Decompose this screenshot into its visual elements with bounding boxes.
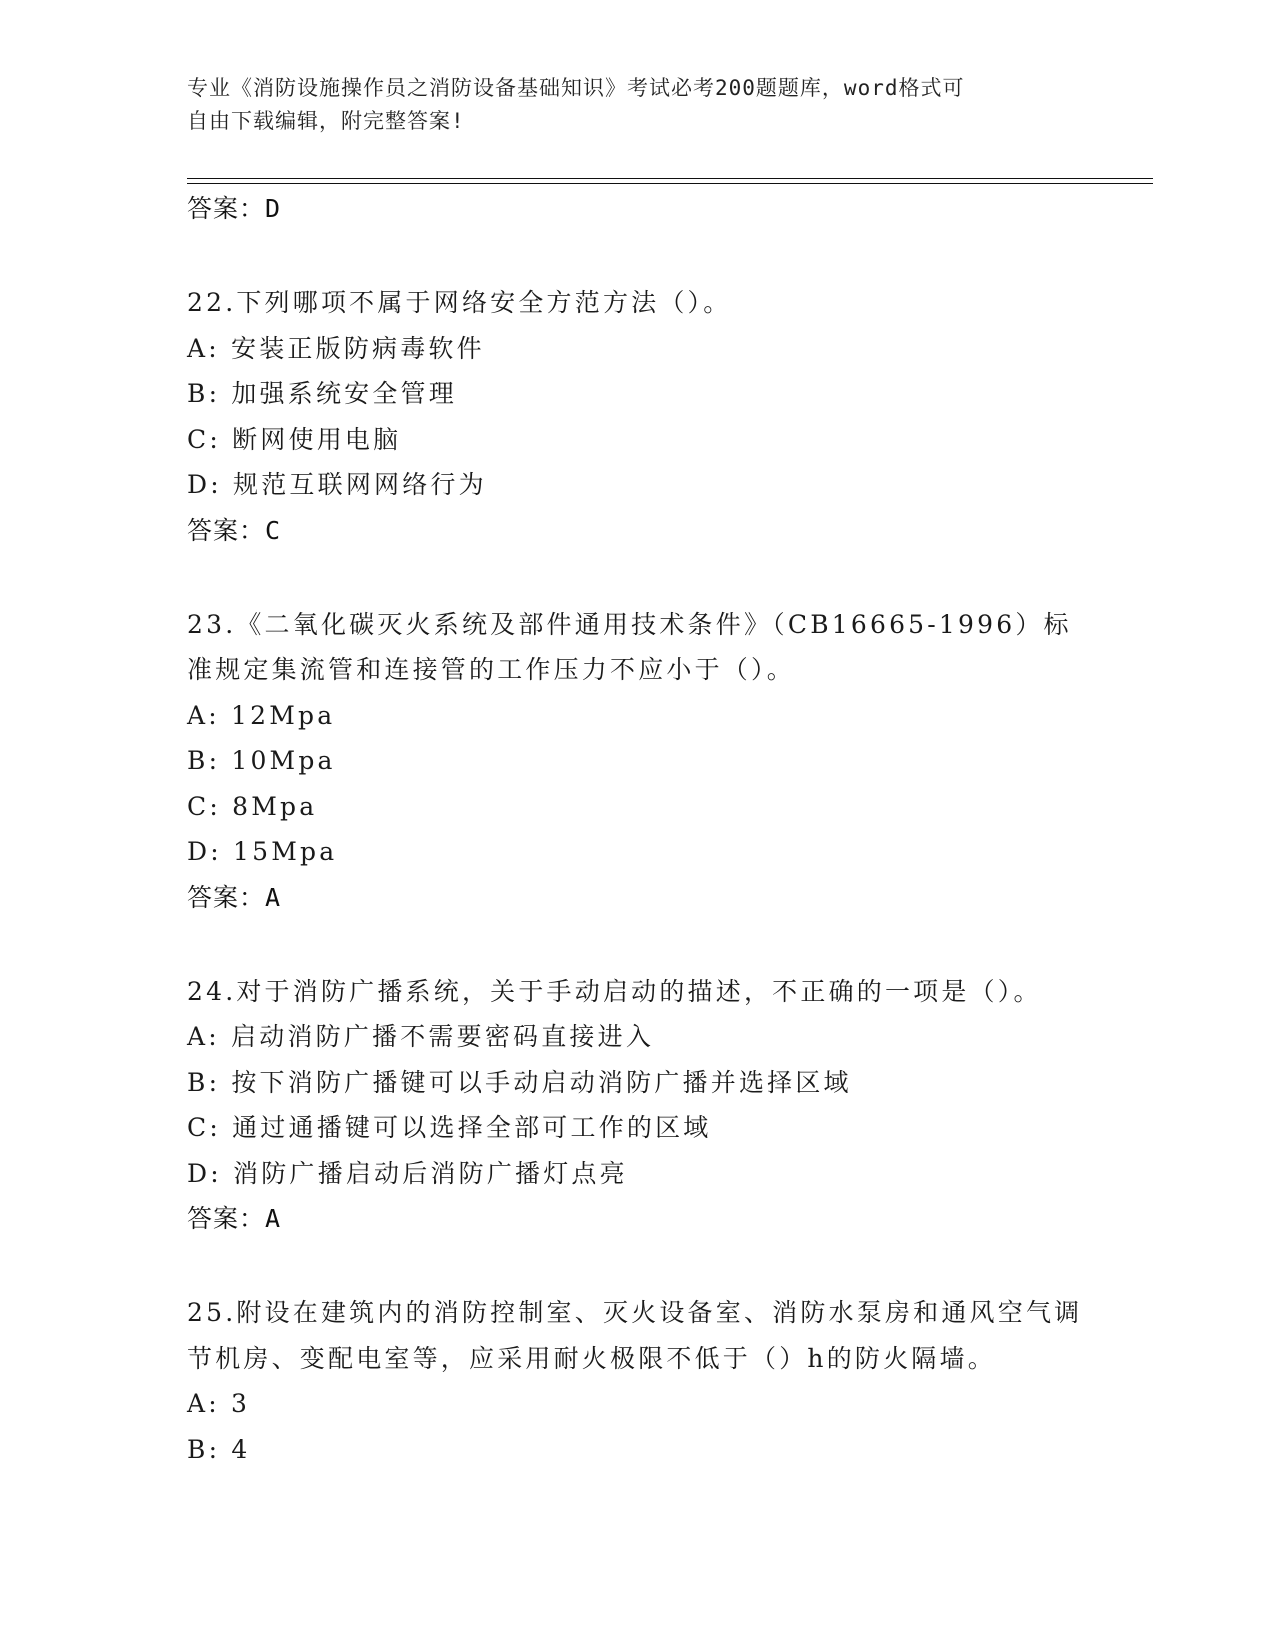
option-b: B: 4 <box>187 1434 251 1464</box>
option-b: B: 加强系统安全管理 <box>187 379 457 408</box>
option-a: A: 启动消防广播不需要密码直接进入 <box>187 1022 655 1051</box>
option-b: B: 按下消防广播键可以手动启动消防广播并选择区域 <box>187 1067 852 1097</box>
page-header <box>187 72 1067 138</box>
option-a: A: 12Mpa <box>187 700 336 730</box>
option-d: D: 消防广播启动后消防广播灯点亮 <box>187 1158 628 1188</box>
answer-line: 答案：C <box>187 515 282 545</box>
question-block <box>187 602 1087 921</box>
question-text: 23.《二氧化碳灭火系统及部件通用技术条件》（CB16665-1996）标准规定集流管和连接管的工作压力不应小于（）。 <box>187 609 1072 684</box>
header-line-2: 自由下载编辑，附完整答案! <box>187 109 465 133</box>
question-list <box>187 186 1087 1472</box>
question-text: 24.对于消防广播系统，关于手动启动的描述，不正确的一项是（）。 <box>187 976 1042 1006</box>
header-line-1: 专业《消防设施操作员之消防设备基础知识》考试必考200题题库，word格式可 <box>187 76 965 100</box>
option-d: D: 规范互联网网络行为 <box>187 470 487 499</box>
question-block <box>187 1290 1087 1472</box>
question-text: 25.附设在建筑内的消防控制室、灭火设备室、消防水泵房和通风空气调节机房、变配电室等，应采用耐火极限不低于（）h的防火隔墙。 <box>187 1298 1083 1373</box>
option-a: A: 安装正版防病毒软件 <box>187 333 485 363</box>
header-rule-bottom <box>187 183 1153 184</box>
answer-line: 答案：D <box>187 194 282 223</box>
question-block <box>187 969 1087 1243</box>
option-b: B: 10Mpa <box>187 746 336 775</box>
header-rule-top <box>187 178 1153 179</box>
option-c: C: 断网使用电脑 <box>187 424 402 454</box>
question-text: 22.下列哪项不属于网络安全方范方法（）。 <box>187 288 732 317</box>
question-block <box>187 280 1087 554</box>
option-a: A: 3 <box>187 1389 251 1418</box>
option-c: C: 通过通播键可以选择全部可工作的区域 <box>187 1113 712 1142</box>
option-c: C: 8Mpa <box>187 791 318 821</box>
answer-line: 答案：A <box>187 882 282 912</box>
option-d: D: 15Mpa <box>187 837 338 866</box>
answer-line: 答案：A <box>187 1204 282 1233</box>
